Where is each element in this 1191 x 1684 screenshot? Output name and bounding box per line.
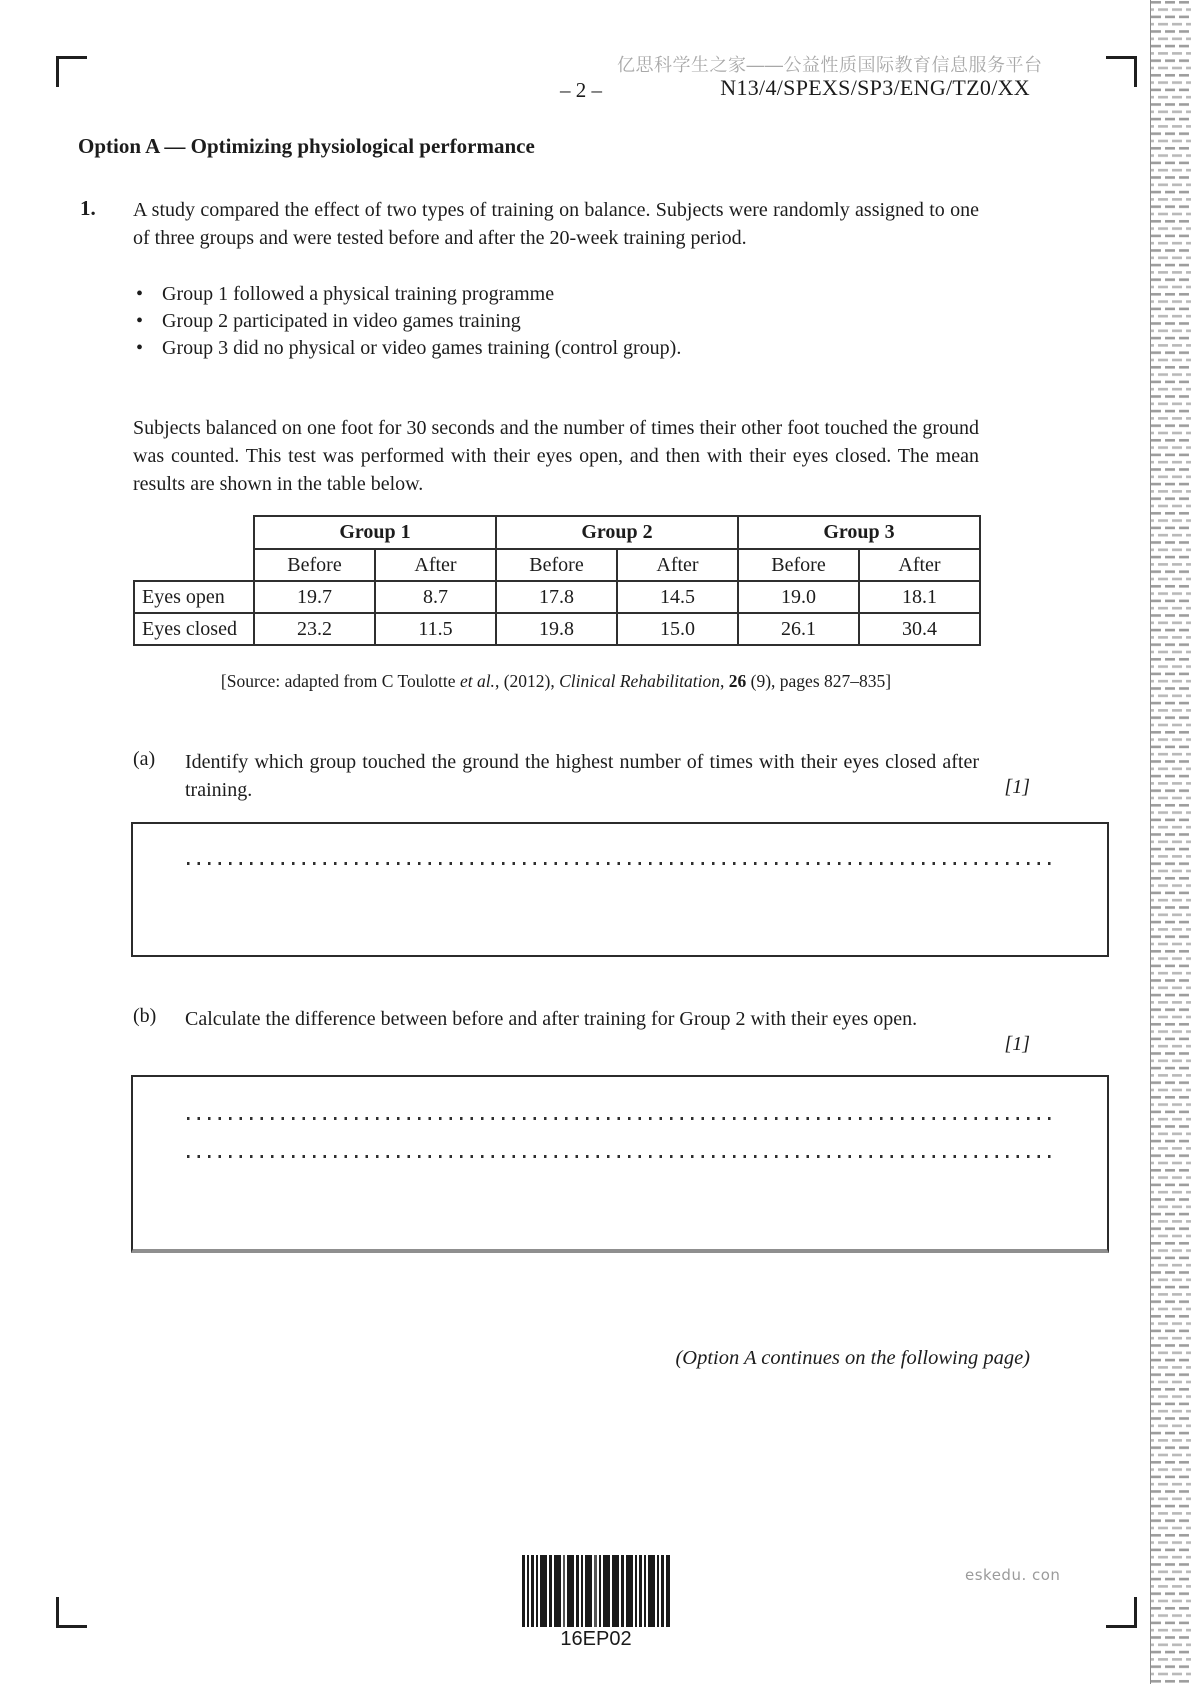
- method-paragraph: Subjects balanced on one foot for 30 seconds and the number of times their other foot touched the ground was counted. This test was performed with their eyes open, and then with their eyes closed. The mean results are shown in the table below.: [133, 417, 979, 495]
- source-citation: [133, 671, 979, 692]
- subheader-cell: After: [617, 549, 738, 581]
- bullet-icon: •: [136, 310, 144, 332]
- table-spacer-cell: [134, 549, 254, 581]
- bullet-text: Group 3 did no physical or video games training (control group).: [162, 337, 682, 359]
- paper-code: N13/4/SPEXS/SP3/ENG/TZ0/XX: [720, 75, 1030, 100]
- subheader-cell: Before: [738, 549, 859, 581]
- value-cell: 11.5: [375, 613, 496, 645]
- value-cell: 19.0: [738, 581, 859, 613]
- barcode: [522, 1555, 670, 1632]
- group-header: Group 2: [496, 516, 738, 549]
- value-cell: 26.1: [738, 613, 859, 645]
- barcode-graphic: [522, 1555, 670, 1627]
- group-header: Group 3: [738, 516, 980, 549]
- results-table-wrapper: [133, 515, 981, 646]
- source-journal: Clinical Rehabilitation: [559, 671, 720, 691]
- bullet-item-group3: [133, 335, 681, 362]
- subheader-cell: Before: [254, 549, 375, 581]
- answer-dotted-line: [187, 1117, 1053, 1120]
- part-b-text: Calculate the difference between before and after training for Group 2 with their eyes open.: [185, 1008, 918, 1030]
- chinese-platform-watermark: 亿思科学生之家——公益性质国际教育信息服务平台: [617, 55, 1043, 75]
- subheader-cell: After: [859, 549, 980, 581]
- value-cell: 30.4: [859, 613, 980, 645]
- part-b-label: (b): [133, 1005, 157, 1027]
- part-a-marks: [1]: [1004, 776, 1030, 798]
- bullet-text: Group 2 participated in video games training: [162, 310, 521, 332]
- security-hatch-band: [1150, 0, 1191, 1684]
- value-cell: 23.2: [254, 613, 375, 645]
- question-number: 1.: [80, 196, 96, 220]
- bullet-icon: •: [136, 283, 144, 305]
- table-row-eyes-open: [134, 581, 980, 613]
- corner-mark-bottom-right: [1106, 1597, 1137, 1628]
- question-intro: A study compared the effect of two types of training on balance. Subjects were randomly assigned to one of three groups and were tested before and after the 20-week training period.: [133, 199, 979, 249]
- subheader-cell: Before: [496, 549, 617, 581]
- results-table: [133, 515, 981, 646]
- value-cell: 18.1: [859, 581, 980, 613]
- value-cell: 19.8: [496, 613, 617, 645]
- corner-mark-top-left: [56, 56, 87, 87]
- value-cell: 17.8: [496, 581, 617, 613]
- bullet-list: [133, 281, 681, 362]
- source-prefix: [Source: adapted from C Toulotte: [220, 671, 460, 691]
- site-watermark: eskedu. con: [965, 1566, 1061, 1584]
- source-etal: et al.: [459, 671, 495, 691]
- answer-box-b: [131, 1075, 1109, 1253]
- answer-box-a: [131, 822, 1109, 957]
- row-label: Eyes closed: [134, 613, 254, 645]
- bullet-icon: •: [136, 337, 144, 359]
- answer-dotted-line: [187, 862, 1053, 865]
- continuation-note: (Option A continues on the following page): [675, 1347, 1030, 1369]
- subheader-cell: After: [375, 549, 496, 581]
- hatch-pattern-graphic: [1151, 0, 1191, 1684]
- group-header: Group 1: [254, 516, 496, 549]
- table-spacer-cell: [134, 516, 254, 549]
- option-title: Option A — Optimizing physiological performance: [78, 134, 535, 158]
- source-volume: 26: [728, 671, 747, 691]
- value-cell: 19.7: [254, 581, 375, 613]
- row-label: Eyes open: [134, 581, 254, 613]
- page-number: – 2 –: [560, 78, 602, 102]
- part-a-label: (a): [133, 748, 156, 770]
- source-mid2: ,: [720, 671, 729, 691]
- value-cell: 8.7: [375, 581, 496, 613]
- answer-dotted-line: [187, 1155, 1053, 1158]
- value-cell: 15.0: [617, 613, 738, 645]
- source-suffix: (9), pages 827–835]: [746, 671, 892, 691]
- value-cell: 14.5: [617, 581, 738, 613]
- bullet-text: Group 1 followed a physical training programme: [162, 283, 555, 305]
- table-row-eyes-closed: [134, 613, 980, 645]
- barcode-label: 16EP02: [560, 1628, 632, 1650]
- source-mid1: , (2012),: [494, 671, 560, 691]
- corner-mark-bottom-left: [56, 1597, 87, 1628]
- part-b-marks: [1]: [1004, 1033, 1030, 1055]
- corner-mark-top-right: [1106, 56, 1137, 87]
- part-a-text: Identify which group touched the ground the highest number of times with their eyes closed after training.: [185, 751, 979, 801]
- bullet-item-group1: [133, 281, 681, 308]
- bullet-item-group2: [133, 308, 681, 335]
